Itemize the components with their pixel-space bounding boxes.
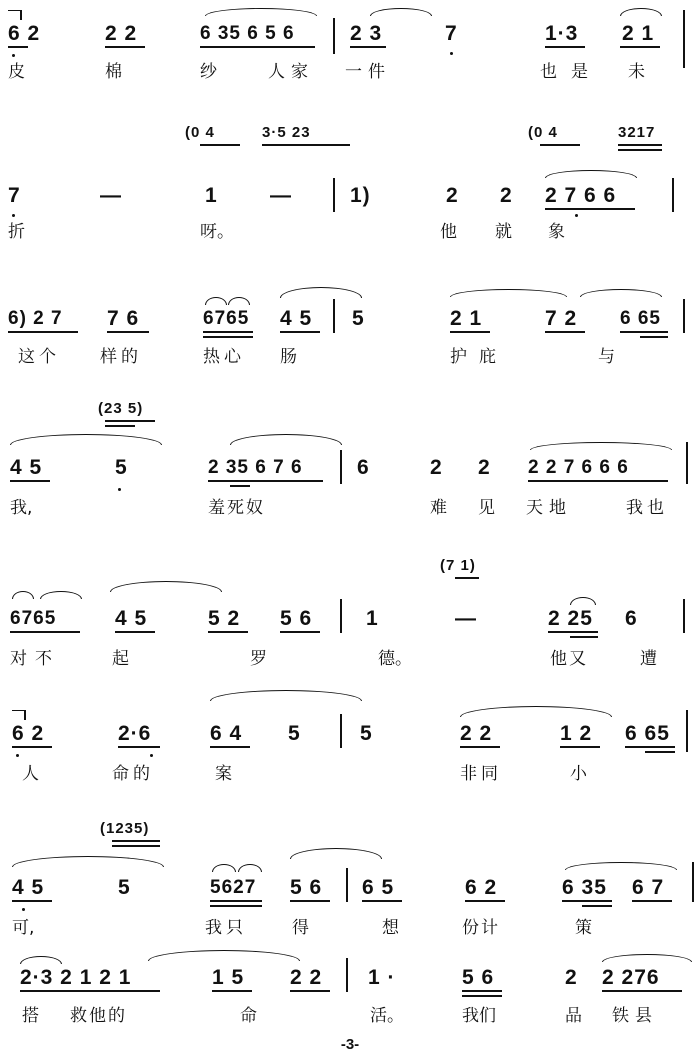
lyric: 品 xyxy=(565,1006,582,1026)
lyric: 这个 xyxy=(18,347,60,367)
octave-dot xyxy=(12,214,15,217)
barline xyxy=(686,442,688,484)
lyric: 热心 xyxy=(203,347,245,367)
note-group: 2 2 7 6 6 6 xyxy=(528,457,629,478)
note-group: 4 5 xyxy=(280,307,313,330)
slur xyxy=(110,581,222,592)
slur xyxy=(370,8,432,16)
barline xyxy=(683,599,685,633)
underline xyxy=(280,331,320,333)
underline xyxy=(620,331,668,333)
note-group: 6 7 xyxy=(632,876,665,899)
underline xyxy=(8,46,28,48)
slur xyxy=(280,287,362,298)
octave-dot xyxy=(12,54,15,57)
note-group: 7 xyxy=(8,184,21,207)
underline xyxy=(560,746,600,748)
note-group: 2 7 6 6 xyxy=(545,184,617,207)
slur xyxy=(148,950,300,961)
underline xyxy=(582,905,612,907)
note-group: 6765 xyxy=(203,308,250,329)
note-group: 2 25 xyxy=(548,607,593,630)
note-group: — xyxy=(100,184,122,207)
underline xyxy=(545,208,635,210)
note-group: 1) xyxy=(350,184,371,207)
underline xyxy=(8,331,78,333)
note-group: 5 6 xyxy=(280,607,313,630)
note-group: 1 xyxy=(366,607,379,630)
note-group: 7 xyxy=(445,22,458,45)
underline xyxy=(465,900,505,902)
underline xyxy=(112,845,160,847)
lyric: 纱 xyxy=(200,62,217,82)
underline xyxy=(362,900,402,902)
slur xyxy=(205,8,317,16)
note-group: 6 2 xyxy=(465,876,498,899)
slur xyxy=(580,289,662,297)
page-number: -3- xyxy=(340,1036,360,1053)
lyric: 案 xyxy=(215,764,232,784)
barline xyxy=(683,10,685,68)
underline xyxy=(540,144,580,146)
note-group: 6 4 xyxy=(210,722,243,745)
underline xyxy=(210,905,262,907)
note-group: 2 2 xyxy=(460,722,493,745)
barline xyxy=(340,714,342,748)
underline xyxy=(115,631,155,633)
note-group: 6 2 xyxy=(12,722,45,745)
underline xyxy=(200,46,315,48)
octave-dot xyxy=(150,754,153,757)
lyric: 人 xyxy=(22,764,39,784)
note-group: 6 65 xyxy=(625,722,670,745)
slur xyxy=(450,289,567,297)
lyric: 样的 xyxy=(100,347,142,367)
barline xyxy=(692,862,694,902)
note-group: 6 65 xyxy=(620,308,661,329)
underline xyxy=(105,420,155,422)
lyric: 非同 xyxy=(460,764,502,784)
slur xyxy=(212,864,236,872)
note-group: 2·3 2 1 2 1 xyxy=(20,966,132,989)
note-group: 7 6 xyxy=(107,307,140,330)
lyric: 见 xyxy=(478,498,495,518)
note-group: 4 5 xyxy=(115,607,148,630)
lyric: 皮 xyxy=(8,62,25,82)
note-group: 5 xyxy=(360,722,373,745)
octave-dot xyxy=(575,214,578,217)
bracket-mark xyxy=(20,10,22,20)
lyric: 难 xyxy=(430,498,447,518)
underline xyxy=(212,990,252,992)
note-group: 1 · xyxy=(368,966,396,989)
lyric: 一件 xyxy=(345,62,391,82)
lyric: 策 xyxy=(575,918,592,938)
note-group: 6 35 6 5 6 xyxy=(200,23,295,44)
note-group: 2 xyxy=(446,184,459,207)
underline xyxy=(105,46,145,48)
underline xyxy=(12,900,52,902)
note-group: 5 6 xyxy=(462,966,495,989)
slur xyxy=(460,706,612,717)
underline xyxy=(460,746,500,748)
note-group: 7 2 xyxy=(545,307,578,330)
note-group: 2 3 xyxy=(350,22,383,45)
lyric: 我只 xyxy=(205,918,247,938)
note-group: 6 5 xyxy=(362,876,395,899)
barline xyxy=(683,299,685,333)
underline xyxy=(570,636,598,638)
lyric: 得 xyxy=(292,918,309,938)
lyric: 就 xyxy=(495,222,512,242)
prelude-notes: (23 5) xyxy=(98,400,144,417)
lyric: 呀。 xyxy=(200,222,234,242)
slur xyxy=(20,956,62,964)
lyric: 象 xyxy=(548,222,565,242)
note-group: 6 xyxy=(357,456,370,479)
note-group: 4 5 xyxy=(10,456,43,479)
note-group: 5 xyxy=(118,876,131,899)
note-group: 6) 2 7 xyxy=(8,308,63,329)
lyric: 想 xyxy=(382,918,399,938)
lyric: 活。 xyxy=(370,1006,404,1026)
slur xyxy=(620,8,662,16)
lyric: 他又 xyxy=(550,649,588,669)
barline xyxy=(333,178,335,212)
lyric: 份计 xyxy=(462,918,500,938)
slur xyxy=(545,170,637,178)
lyric: 我, xyxy=(10,498,33,518)
underline xyxy=(230,485,250,487)
underline xyxy=(455,577,479,579)
note-group: 1 5 xyxy=(212,966,245,989)
note-group: 2 xyxy=(500,184,513,207)
slur xyxy=(238,864,262,872)
lyric: 他 xyxy=(440,222,457,242)
slur xyxy=(205,297,227,305)
slur xyxy=(228,297,250,305)
note-group: 1·3 xyxy=(545,22,579,45)
lyric: 起 xyxy=(112,649,129,669)
lyric: 命 xyxy=(240,1006,257,1026)
lyric: 人家 xyxy=(268,62,314,82)
slur xyxy=(10,434,162,445)
note-group: 5627 xyxy=(210,877,257,898)
lyric: 肠 xyxy=(280,347,297,367)
note-group: 1 xyxy=(205,184,218,207)
underline xyxy=(210,900,262,902)
prelude-notes: (1235) xyxy=(100,820,150,837)
note-group: 2 2 xyxy=(290,966,323,989)
underline xyxy=(118,746,160,748)
underline xyxy=(545,331,585,333)
note-group: 1 2 xyxy=(560,722,593,745)
note-group: 6 35 xyxy=(562,876,607,899)
note-group: 5 6 xyxy=(290,876,323,899)
note-group: 2 xyxy=(478,456,491,479)
lyric: 我们 xyxy=(462,1006,496,1026)
underline xyxy=(10,480,50,482)
note-group: 5 xyxy=(115,456,128,479)
lyric: 我也 xyxy=(626,498,668,518)
underline xyxy=(562,900,612,902)
underline xyxy=(10,631,80,633)
underline xyxy=(20,990,160,992)
underline xyxy=(618,149,662,151)
note-group: 5 xyxy=(288,722,301,745)
barline xyxy=(686,710,688,752)
underline xyxy=(203,331,253,333)
underline xyxy=(112,840,160,842)
prelude-notes: (7 1) xyxy=(440,557,476,574)
lyric: 罗 xyxy=(250,649,267,669)
underline xyxy=(210,746,250,748)
bracket-mark xyxy=(24,710,26,720)
slur xyxy=(570,597,596,605)
underline xyxy=(625,746,675,748)
underline xyxy=(645,751,675,753)
underline xyxy=(450,331,490,333)
underline xyxy=(350,46,386,48)
barline xyxy=(333,18,335,54)
underline xyxy=(200,144,240,146)
note-group: 4 5 xyxy=(12,876,45,899)
lyric: 折 xyxy=(8,222,25,242)
underline xyxy=(620,46,660,48)
note-group: 2 xyxy=(565,966,578,989)
lyric: 未 xyxy=(628,62,645,82)
lyric: 德。 xyxy=(378,649,412,669)
barline xyxy=(340,599,342,633)
barline xyxy=(340,450,342,484)
lyric: 铁县 xyxy=(612,1006,658,1026)
prelude-notes: 3217 xyxy=(618,124,656,141)
note-group: 6 xyxy=(625,607,638,630)
slur xyxy=(210,690,362,701)
barline xyxy=(672,178,674,212)
underline xyxy=(290,900,330,902)
underline xyxy=(528,480,668,482)
barline xyxy=(346,868,348,902)
underline xyxy=(545,46,585,48)
underline xyxy=(107,331,149,333)
note-group: 2 xyxy=(430,456,443,479)
barline xyxy=(346,958,348,992)
underline xyxy=(548,631,598,633)
lyric: 也是 xyxy=(540,62,602,82)
slur xyxy=(602,954,692,962)
lyric: 棉 xyxy=(105,62,122,82)
note-group: 6 2 xyxy=(8,22,41,45)
slur xyxy=(12,591,34,599)
lyric: 可, xyxy=(12,918,35,938)
underline xyxy=(290,990,330,992)
slur xyxy=(565,862,677,870)
underline xyxy=(203,336,253,338)
octave-dot xyxy=(450,52,453,55)
underline xyxy=(602,990,682,992)
prelude-notes: (0 4 xyxy=(528,124,558,141)
note-group: 2 1 xyxy=(450,307,483,330)
lyric: 羞死奴 xyxy=(208,498,265,518)
octave-dot xyxy=(16,754,19,757)
note-group: 2 1 xyxy=(622,22,655,45)
note-group: 6765 xyxy=(10,608,57,629)
note-group: — xyxy=(455,607,477,630)
underline xyxy=(640,336,668,338)
underline xyxy=(208,480,323,482)
barline xyxy=(333,299,335,333)
slur xyxy=(12,856,164,867)
underline xyxy=(618,144,662,146)
lyric: 救他的 xyxy=(70,1006,127,1026)
lyric: 小 xyxy=(570,764,587,784)
underline xyxy=(208,631,248,633)
note-group: 2 2 xyxy=(105,22,138,45)
lyric: 命的 xyxy=(112,764,154,784)
lyric: 天地 xyxy=(526,498,572,518)
underline xyxy=(12,746,52,748)
slur xyxy=(290,848,382,859)
lyric: 搭 xyxy=(22,1006,39,1026)
underline xyxy=(462,990,502,992)
octave-dot xyxy=(22,908,25,911)
underline xyxy=(462,995,502,997)
prelude-notes: 3·5 23 xyxy=(262,124,311,141)
underline xyxy=(632,900,672,902)
note-group: 2·6 xyxy=(118,722,152,745)
note-group: 5 xyxy=(352,307,365,330)
slur xyxy=(230,434,342,445)
note-group: 5 2 xyxy=(208,607,241,630)
lyric: 护庇 xyxy=(450,347,508,367)
note-group: 2 276 xyxy=(602,966,660,989)
underline xyxy=(280,631,320,633)
note-group: 2 35 6 7 6 xyxy=(208,457,303,478)
lyric: 遭 xyxy=(640,649,657,669)
underline xyxy=(105,425,135,427)
slur xyxy=(40,591,82,599)
octave-dot xyxy=(118,488,121,491)
lyric: 与 xyxy=(598,347,615,367)
prelude-notes: (0 4 xyxy=(185,124,215,141)
slur xyxy=(530,442,672,450)
lyric: 对不 xyxy=(10,649,60,669)
underline xyxy=(262,144,350,146)
note-group: — xyxy=(270,184,292,207)
